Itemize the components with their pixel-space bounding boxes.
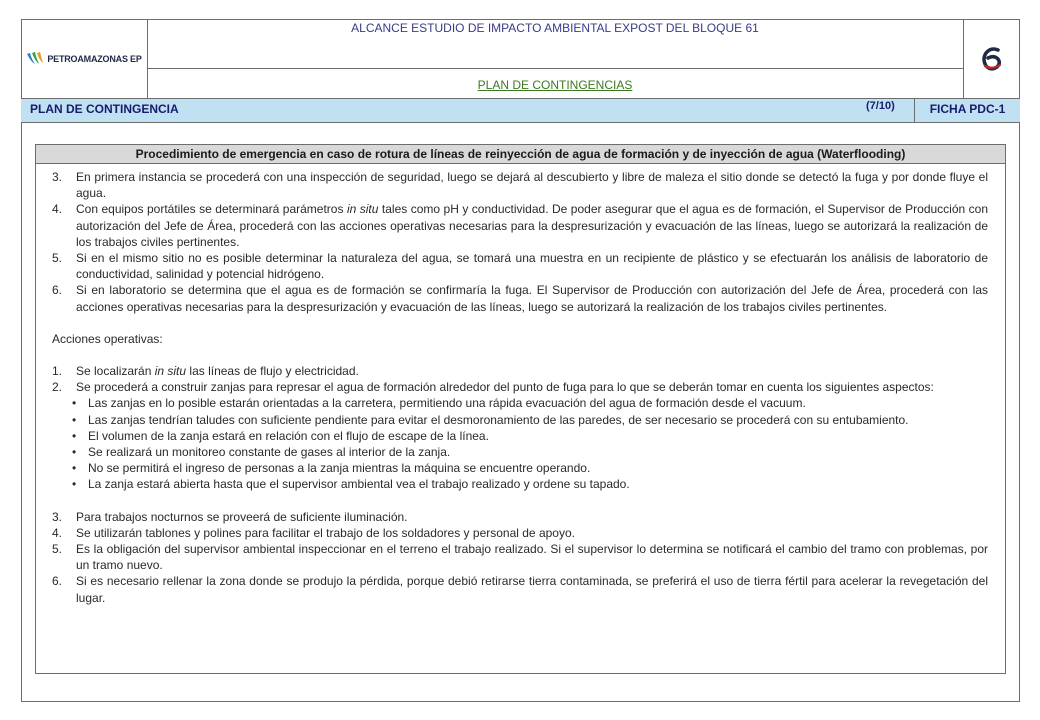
italic-term: in situ — [154, 364, 187, 379]
bullet-item — [72, 428, 988, 444]
bullet-item — [72, 476, 988, 492]
list-text: Si en laboratorio se determina que el agua es de formación se confirmaría la fuga. El Supervisor de Producción con autorización del Jefe de Área, procederá con las acciones operativas necesarias para la despresurización y evacuación de las líneas, luego se autorizará la realización de los trabajos civiles pertinentes. — [76, 283, 988, 314]
company-logo — [21, 19, 147, 98]
six-logo-icon — [977, 44, 1007, 74]
ficha-code: FICHA PDC-1 — [914, 98, 1020, 123]
list-number: 6. — [52, 283, 63, 298]
document-title: ALCANCE ESTUDIO DE IMPACTO AMBIENTAL EXPOST DEL BLOQUE 61 — [351, 21, 759, 35]
list-item — [52, 201, 988, 250]
procedure-body — [52, 169, 988, 606]
list-number: 4. — [52, 202, 63, 217]
list-text: Si es necesario rellenar la zona donde se produjo la pérdida, porque debió retirarse tierra contaminada, se preferirá el uso de tierra fértil para acelerar la revegetación del lugar. — [76, 574, 988, 605]
list-item — [52, 169, 988, 201]
acciones-label: Acciones operativas: — [52, 331, 163, 346]
logo-text: PETROAMAZONAS EP — [47, 53, 142, 64]
list-number: 1. — [52, 364, 63, 379]
bullet-text: Se realizará un monitoreo constante de gases al interior de la zanja. — [88, 445, 451, 460]
subtitle-text: PLAN DE CONTINGENCIAS — [477, 78, 633, 92]
bullet-icon: • — [72, 461, 77, 476]
text-segment: Con equipos portátiles se determinará parámetros — [76, 202, 347, 217]
list-number: 6. — [52, 574, 63, 589]
list-item — [52, 509, 988, 525]
bullet-icon: • — [72, 396, 77, 411]
list-text: Se procederá a construir zanjas para represar el agua de formación alrededor del punto de fuga para lo que se deberán tomar en cuenta los siguientes aspectos: — [76, 380, 934, 395]
document-subtitle — [147, 68, 963, 98]
bullet-item — [72, 444, 988, 460]
list-number: 5. — [52, 251, 63, 266]
corner-logo — [963, 19, 1020, 98]
bullet-item — [72, 460, 988, 476]
list-text: Es la obligación del supervisor ambiental inspeccionar en el terreno el trabajo realizado. Si el supervisor lo determina se notificará el cambio del tramo con problemas, por un tramo nuevo. — [76, 542, 988, 573]
list-item — [52, 541, 988, 573]
bullet-icon: • — [72, 445, 77, 460]
bullet-text: Las zanjas en lo posible estarán orientadas a la carretera, permitiendo una rápida evacuación del agua de formación desde el vacuum. — [88, 396, 806, 411]
list-number: 4. — [52, 525, 63, 540]
bullet-icon: • — [72, 428, 77, 443]
list-item — [52, 379, 988, 395]
text-segment: las líneas de flujo y electricidad. — [186, 364, 359, 379]
text-segment: Se localizarán — [76, 364, 155, 379]
band-title: PLAN DE CONTINGENCIA — [30, 102, 179, 116]
bullet-text: El volumen de la zanja estará en relación con el flujo de escape de la línea. — [88, 428, 489, 443]
list-text: Se utilizarán tablones y polines para facilitar el trabajo de los soldadores y personal de apoyo. — [76, 525, 575, 540]
list-item — [52, 363, 988, 379]
bullet-item — [72, 412, 988, 428]
procedure-title: Procedimiento de emergencia en caso de rotura de líneas de reinyección de agua de formación y de inyección de agua (Waterflooding) — [35, 144, 1006, 164]
list-item — [52, 282, 988, 314]
list-item — [52, 573, 988, 605]
petroamazonas-logo-icon — [26, 52, 44, 66]
list-text: Si en el mismo sitio no es posible determinar la naturaleza del agua, se tomará una muestra en un recipiente de plástico y se efectuarán los análisis de laboratorio de conductividad, salinidad y potencial hidrógeno. — [76, 251, 988, 282]
bullet-text: Las zanjas tendrían taludes con suficiente pendiente para evitar el desmoronamiento de las paredes, de ser necesario se procederá con su entubamiento. — [88, 412, 909, 427]
bullet-text: La zanja estará abierta hasta que el supervisor ambiental vea el trabajo realizado y ordene su tapado. — [88, 477, 630, 492]
list-text: En primera instancia se procederá con una inspección de seguridad, luego se dejará al descubierto y libre de maleza el sitio donde se detectó la fuga y por donde fluye el agua. — [76, 170, 988, 201]
list-item — [52, 250, 988, 282]
text-segment: tales como pH y conductividad. De poder asegurar que el agua es de formación, el Supervisor de Producción con autorización del Jefe de Área, procederá con las acciones operativas necesarias para la despresurización y evacuación de las líneas, luego se autorizará la realización de los trabajos civiles pertinentes. — [76, 202, 988, 249]
list-number: 3. — [52, 509, 63, 524]
bullet-icon: • — [72, 412, 77, 427]
list-text — [76, 201, 988, 250]
bullet-item — [72, 395, 988, 411]
list-number: 5. — [52, 542, 63, 557]
bullet-text: No se permitirá el ingreso de personas a la zanja mientras la máquina se encuentre operando. — [88, 461, 591, 476]
page-indicator: (7/10) — [866, 100, 895, 112]
list-text: Para trabajos nocturnos se proveerá de suficiente iluminación. — [76, 509, 408, 524]
list-item — [52, 525, 988, 541]
bullet-icon: • — [72, 477, 77, 492]
list-number: 3. — [52, 170, 63, 184]
list-text — [76, 363, 988, 379]
list-number: 2. — [52, 380, 63, 395]
italic-term: in situ — [346, 202, 379, 217]
